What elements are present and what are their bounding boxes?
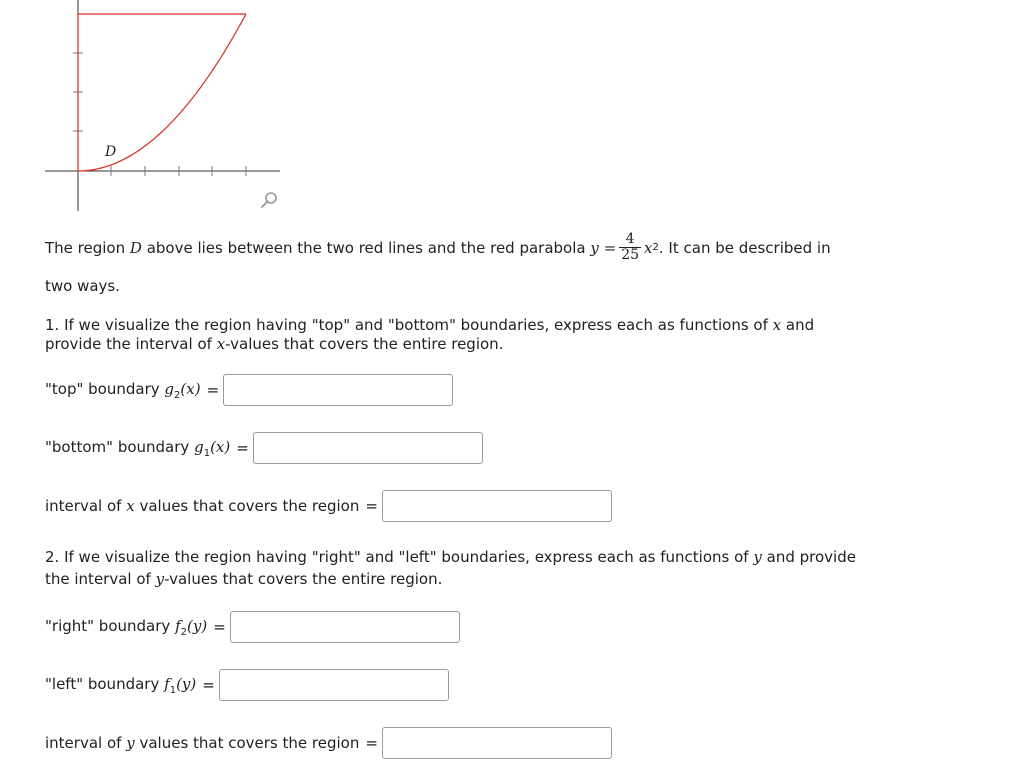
equals-sign: = bbox=[365, 734, 378, 752]
left-boundary-input[interactable] bbox=[219, 669, 449, 701]
x-interval-label bbox=[45, 497, 359, 515]
label-text: "left" boundary bbox=[45, 674, 160, 693]
equals-sign: = bbox=[206, 381, 220, 399]
intro-text: above lies between the two red lines and the red parabola bbox=[146, 238, 586, 257]
x-interval-row bbox=[45, 490, 612, 522]
q2-line-2 bbox=[45, 570, 442, 588]
q2-var: y bbox=[753, 548, 762, 566]
eq-fraction bbox=[619, 232, 641, 264]
q2-text: 2. If we visualize the region having "right" and "left" boundaries, express each as functions of bbox=[45, 548, 749, 566]
label-text: values that covers the region bbox=[139, 734, 360, 752]
intro-text: . It can be described in bbox=[658, 238, 831, 257]
intro-region-symbol: D bbox=[129, 238, 142, 257]
x-interval-input[interactable] bbox=[382, 490, 612, 522]
label-text: interval of bbox=[45, 497, 122, 515]
label-text: "top" boundary bbox=[45, 379, 160, 398]
func-name: f bbox=[175, 616, 181, 635]
top-boundary-label bbox=[45, 380, 201, 401]
eq-lhs: y bbox=[590, 238, 599, 257]
eq-exponent: 2 bbox=[652, 242, 659, 254]
y-interval-label bbox=[45, 734, 359, 752]
eq-var: x bbox=[644, 238, 653, 257]
frac-numerator: 4 bbox=[619, 232, 641, 248]
q1-line-2 bbox=[45, 335, 503, 353]
interval-var: x bbox=[126, 497, 135, 515]
bottom-boundary-row bbox=[45, 432, 483, 464]
label-text: "bottom" boundary bbox=[45, 437, 190, 456]
func-name: g bbox=[194, 437, 204, 456]
parabola-curve bbox=[78, 14, 246, 171]
top-boundary-input[interactable] bbox=[223, 374, 453, 406]
q1-text: provide the interval of bbox=[45, 335, 212, 353]
func-subscript: 2 bbox=[174, 389, 181, 401]
label-text: interval of bbox=[45, 734, 122, 752]
q2-text: and provide bbox=[766, 548, 856, 566]
equals-sign: = bbox=[236, 439, 249, 457]
q1-text: 1. If we visualize the region having "top" and "bottom" boundaries, express each as functions of bbox=[45, 316, 768, 334]
q2-text: the interval of bbox=[45, 570, 151, 588]
func-arg: (y) bbox=[187, 616, 208, 635]
intro-line-2: two ways. bbox=[45, 277, 121, 295]
q1-var: x bbox=[216, 335, 226, 353]
q2-text: -values that covers the entire region. bbox=[164, 570, 443, 588]
top-boundary-row bbox=[45, 374, 453, 406]
frac-denominator: 25 bbox=[621, 247, 640, 264]
equals-sign: = bbox=[365, 497, 378, 515]
intro-text: The region bbox=[45, 238, 126, 257]
bottom-boundary-input[interactable] bbox=[253, 432, 483, 464]
func-subscript: 2 bbox=[180, 626, 187, 638]
label-text: values that covers the region bbox=[139, 497, 360, 515]
eq-sign: = bbox=[603, 238, 617, 257]
region-label: D bbox=[105, 144, 117, 160]
func-name: f bbox=[164, 674, 170, 693]
interval-var: y bbox=[126, 734, 135, 752]
right-boundary-label bbox=[45, 617, 207, 638]
q1-text: and bbox=[785, 316, 815, 334]
left-boundary-row bbox=[45, 669, 449, 701]
q1-var: x bbox=[772, 316, 782, 334]
bottom-boundary-label bbox=[45, 438, 230, 459]
zoom-icon[interactable] bbox=[258, 190, 280, 212]
func-arg: (x) bbox=[180, 379, 201, 398]
func-arg: (y) bbox=[176, 674, 197, 693]
right-boundary-row bbox=[45, 611, 460, 643]
y-interval-input[interactable] bbox=[382, 727, 612, 759]
equals-sign: = bbox=[202, 676, 215, 694]
equals-sign: = bbox=[213, 618, 226, 636]
func-subscript: 1 bbox=[203, 447, 211, 459]
q2-var: y bbox=[155, 570, 165, 588]
left-boundary-label bbox=[45, 675, 196, 696]
q1-text: -values that covers the entire region. bbox=[225, 335, 504, 353]
q1-line-1 bbox=[45, 316, 814, 334]
q2-line-1 bbox=[45, 548, 856, 566]
func-name: g bbox=[164, 379, 175, 398]
func-subscript: 1 bbox=[169, 684, 177, 696]
label-text: "right" boundary bbox=[45, 616, 171, 635]
region-graph bbox=[40, 0, 290, 215]
intro-line-1 bbox=[45, 232, 831, 264]
right-boundary-input[interactable] bbox=[230, 611, 460, 643]
func-arg: (x) bbox=[210, 437, 231, 456]
y-interval-row bbox=[45, 727, 612, 759]
